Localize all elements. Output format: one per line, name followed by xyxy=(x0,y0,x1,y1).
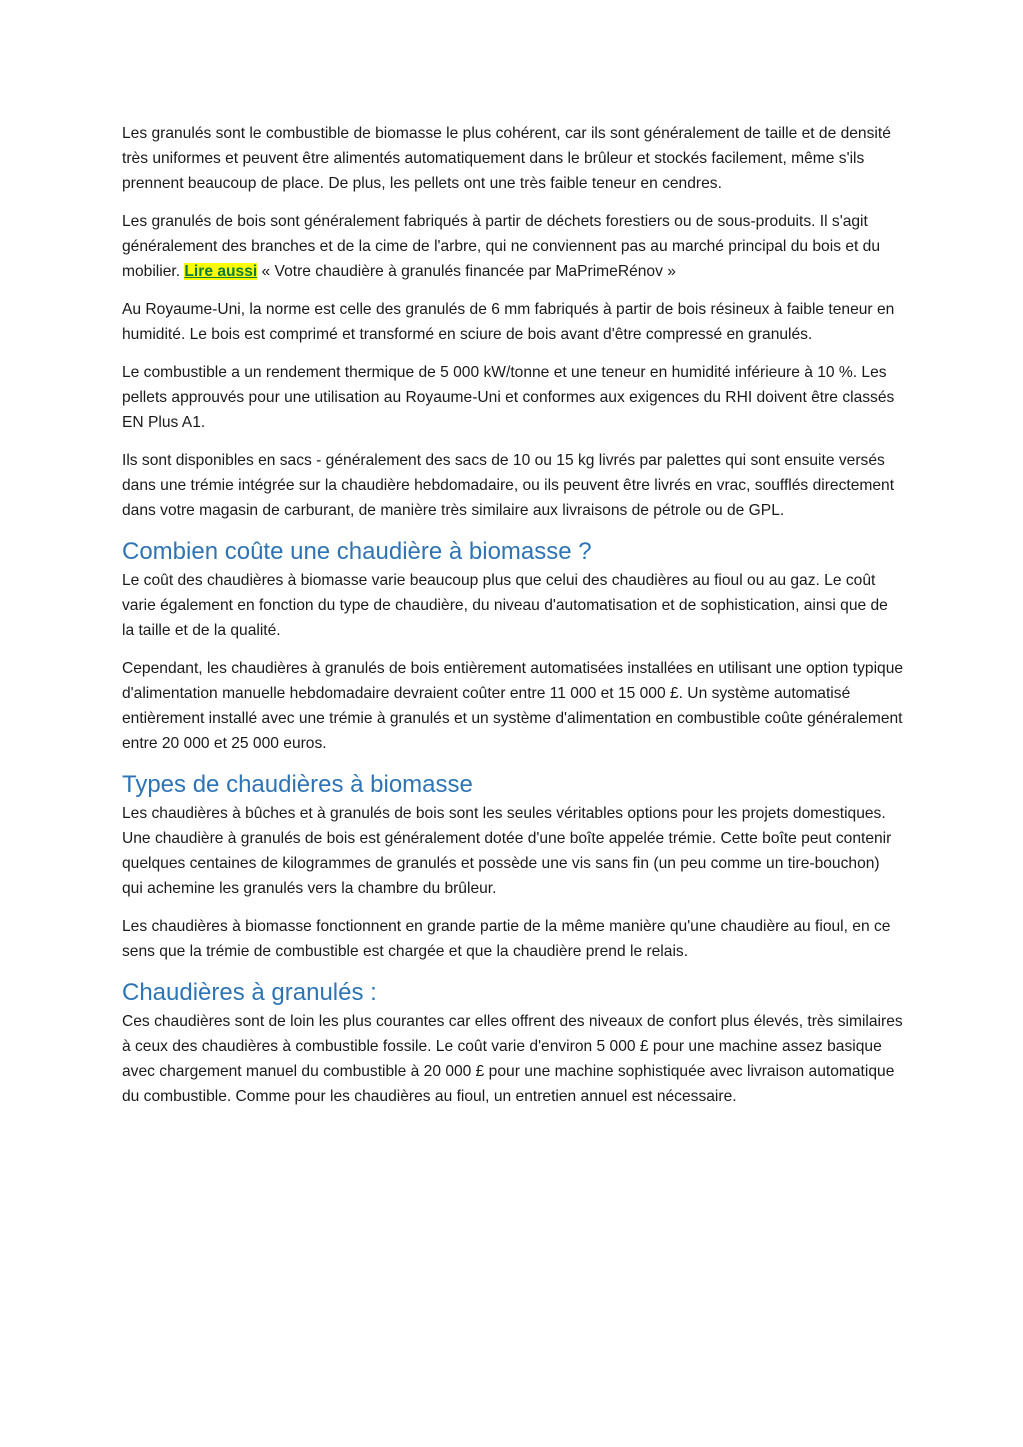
paragraph-uk-standard: Au Royaume-Uni, la norme est celle des granulés de 6 mm fabriqués à partir de bois résineux à faible teneur en humidité. Le bois est comprimé et transformé en sciure de bois avant d'être compressé en granulés. xyxy=(122,301,895,343)
paragraph-cost-range: Cependant, les chaudières à granulés de bois entièrement automatisées installées en utilisant une option typique d'alimentation manuelle hebdomadaire devraient coûter entre 11 000 et 15 000 £. Un système automatisé entièrement installé avec une trémie à granulés et un système d'alimentation en combustible coûte généralement entre 20 000 et 25 000 euros. xyxy=(122,660,904,752)
paragraph-boiler-options: Les chaudières à bûches et à granulés de bois sont les seules véritables options pour les projets domestiques. Une chaudière à granulés de bois est généralement dotée d'une boîte appelée trémie. Cette boîte peut contenir quelques centaines de kilogrammes de granulés et possède une vis sans fin (un peu comme un tire-bouchon) qui achemine les granulés vers la chambre du brûleur. xyxy=(122,805,892,897)
document-page xyxy=(122,121,904,1122)
paragraph-granules-intro: Les granulés sont le combustible de biomasse le plus cohérent, car ils sont généralement de taille et de densité très uniformes et peuvent être alimentés automatiquement dans le brûleur et stockés facilement, même s'ils prennent beaucoup de place. De plus, les pellets ont une très faible teneur en cendres. xyxy=(122,125,891,192)
paragraph-boiler-operation: Les chaudières à biomasse fonctionnent en grande partie de la même manière qu'une chaudière au fioul, en ce sens que la trémie de combustible est chargée et que la chaudière prend le relais. xyxy=(122,918,891,960)
paragraph-cost-variation: Le coût des chaudières à biomasse varie beaucoup plus que celui des chaudières au fioul ou au gaz. Le coût varie également en fonction du type de chaudière, du niveau d'automatisation et de sophistication, ainsi que de la taille et de la qualité. xyxy=(122,572,888,639)
paragraph-pellet-boilers: Ces chaudières sont de loin les plus courantes car elles offrent des niveaux de confort plus élevés, très similaires à ceux des chaudières à combustible fossile. Le coût varie d'environ 5 000 £ pour une machine assez basique avec chargement manuel du combustible à 20 000 £ pour une machine sophistiquée avec livraison automatique du combustible. Comme pour les chaudières au fioul, un entretien annuel est nécessaire. xyxy=(122,1013,903,1105)
paragraph-fuel-yield: Le combustible a un rendement thermique de 5 000 kW/tonne et une teneur en humidité inférieure à 10 %. Les pellets approuvés pour une utilisation au Royaume-Uni et conformes aux exigences du RHI doivent être classés EN Plus A1. xyxy=(122,364,895,431)
paragraph-wood-pellets xyxy=(122,209,904,284)
paragraph-text: « Votre chaudière à granulés financée par MaPrimeRénov » xyxy=(257,263,676,280)
heading-cost: Combien coûte une chaudière à biomasse ? xyxy=(122,538,592,565)
read-also-link[interactable]: Lire aussi xyxy=(184,263,258,280)
heading-pellet-boilers: Chaudières à granulés : xyxy=(122,979,377,1006)
heading-boiler-types: Types de chaudières à biomasse xyxy=(122,771,473,798)
paragraph-text: Les granulés de bois sont généralement fabriqués à partir de déchets forestiers ou de sous-produits. Il s'agit généralement des branches et de la cime de l'arbre, qui ne conviennent pas au marché principal du bois et du mobilier. xyxy=(122,213,881,280)
paragraph-delivery: Ils sont disponibles en sacs - généralement des sacs de 10 ou 15 kg livrés par palettes qui sont ensuite versés dans une trémie intégrée sur la chaudière hebdomadaire, ou ils peuvent être livrés en vrac, soufflés directement dans votre magasin de carburant, de manière très similaire aux livraisons de pétrole ou de GPL. xyxy=(122,452,895,519)
